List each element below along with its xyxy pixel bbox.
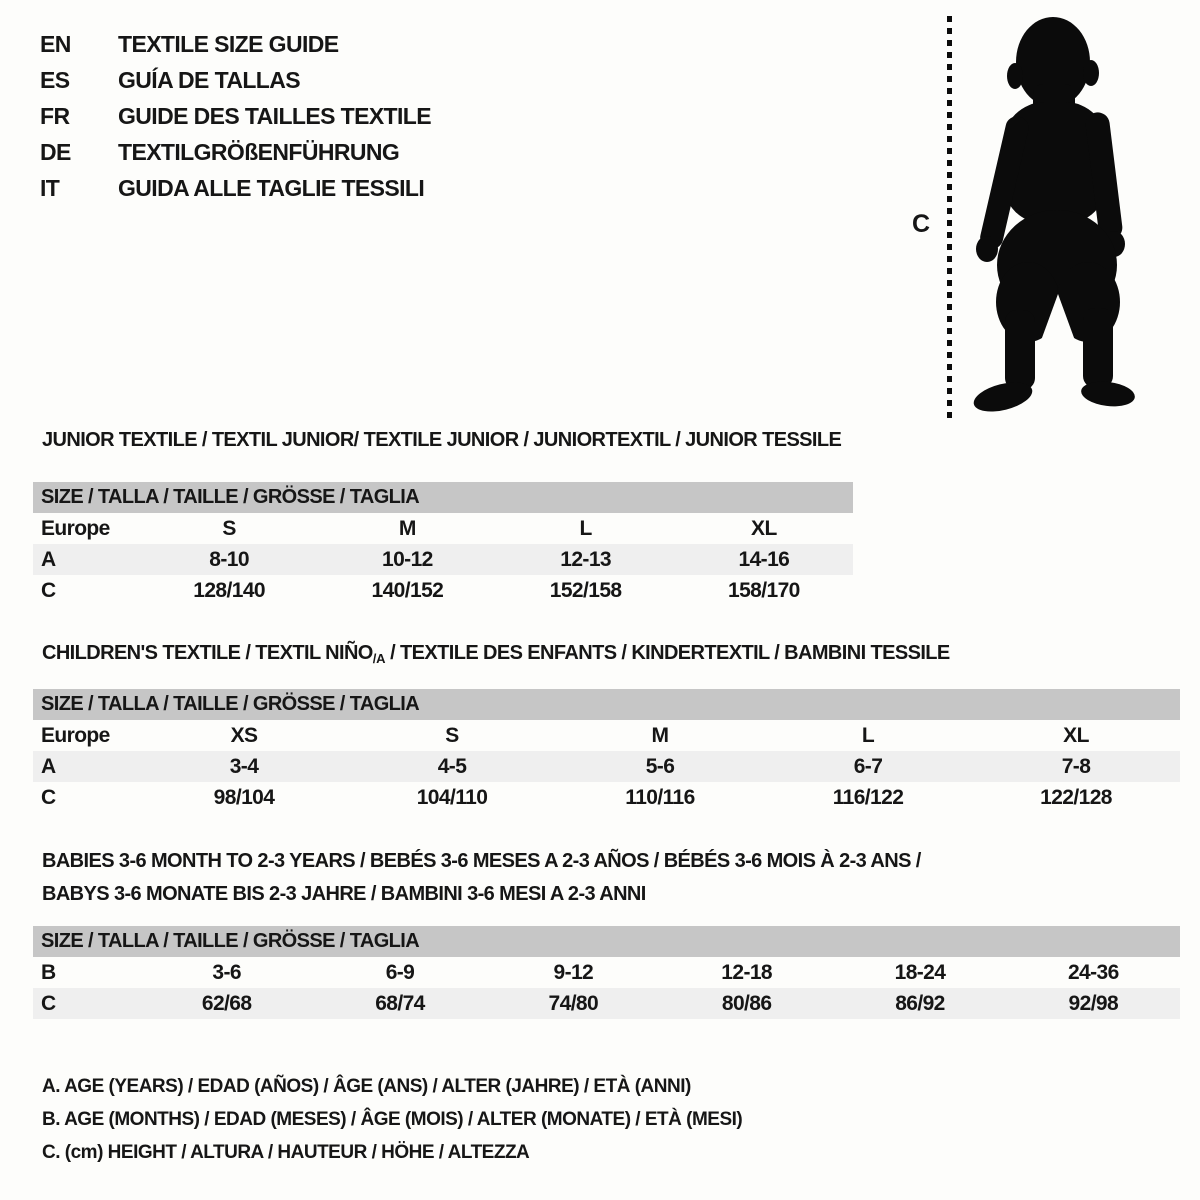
value-cell: 122/128 — [1040, 785, 1112, 809]
value-cell: XL — [1063, 723, 1089, 747]
language-code: EN — [40, 30, 71, 57]
value-cell: 116/122 — [832, 785, 904, 809]
row-label-cell: C — [41, 578, 56, 602]
language-title: GUIDE DES TAILLES TEXTILE — [118, 102, 431, 129]
table-row — [33, 720, 1180, 751]
children-size-table — [33, 689, 1180, 813]
value-cell: XS — [230, 723, 258, 747]
size-table-header: SIZE / TALLA / TAILLE / GRÖSSE / TAGLIA — [33, 689, 1180, 720]
language-code: IT — [40, 174, 60, 201]
babies-title-line2: BABYS 3-6 MONATE BIS 2-3 JAHRE / BAMBINI 3-6 MESI A 2-3 ANNI — [42, 883, 646, 905]
value-cell: 6-7 — [853, 754, 883, 778]
language-row — [40, 98, 431, 134]
value-cell: 92/98 — [1068, 991, 1119, 1015]
baby-silhouette-icon — [965, 12, 1140, 422]
value-cell: 158/170 — [728, 578, 800, 602]
value-cell: 104/110 — [416, 785, 488, 809]
height-label-c: C — [912, 210, 931, 238]
language-code: FR — [40, 102, 70, 129]
junior-size-table — [33, 482, 853, 606]
value-cell: 80/86 — [721, 991, 772, 1015]
value-cell: 6-9 — [385, 960, 415, 984]
row-label-cell: Europe — [41, 723, 110, 747]
size-table-header: SIZE / TALLA / TAILLE / GRÖSSE / TAGLIA — [33, 926, 1180, 957]
value-cell: 62/68 — [201, 991, 252, 1015]
language-code: DE — [40, 138, 71, 165]
table-row — [33, 782, 1180, 813]
value-cell: S — [222, 516, 236, 540]
language-title: GUÍA DE TALLAS — [118, 66, 300, 93]
height-dashed-line — [947, 16, 952, 418]
value-cell: L — [861, 723, 875, 747]
children-title-main: CHILDREN'S TEXTILE / TEXTIL NIÑO — [42, 642, 373, 664]
value-cell: 12-13 — [560, 547, 611, 571]
row-label-cell: C — [41, 785, 56, 809]
footnote-line: B. AGE (MONTHS) / EDAD (MESES) / ÂGE (MOIS) / ALTER (MONATE) / ETÀ (MESI) — [42, 1109, 743, 1130]
value-cell: 5-6 — [645, 754, 675, 778]
table-row — [33, 544, 853, 575]
value-cell: 140/152 — [371, 578, 444, 602]
value-cell: M — [651, 723, 669, 747]
language-row — [40, 134, 431, 170]
value-cell: 68/74 — [375, 991, 425, 1015]
value-cell: 3-6 — [212, 960, 241, 984]
children-section-title — [42, 642, 950, 666]
value-cell: 24-36 — [1067, 960, 1119, 984]
row-label-cell: A — [41, 547, 56, 571]
table-row — [33, 513, 853, 544]
value-cell: M — [398, 516, 416, 540]
value-cell: 110/116 — [625, 785, 695, 809]
value-cell: 86/92 — [895, 991, 945, 1015]
language-list — [40, 26, 431, 206]
table-row — [33, 957, 1180, 988]
table-row — [33, 575, 853, 606]
language-title: GUIDA ALLE TAGLIE TESSILI — [118, 174, 425, 201]
row-label-cell: B — [41, 960, 56, 984]
value-cell: 128/140 — [193, 578, 265, 602]
row-label-cell: Europe — [41, 516, 110, 540]
value-cell: 98/104 — [213, 785, 275, 809]
row-label-cell: A — [41, 754, 56, 778]
value-cell: 7-8 — [1061, 754, 1091, 778]
value-cell: 4-5 — [437, 754, 467, 778]
footnotes — [42, 1070, 742, 1169]
value-cell: 74/80 — [548, 991, 599, 1015]
value-cell: 12-18 — [721, 960, 773, 984]
language-row — [40, 26, 431, 62]
language-title: TEXTILGRÖßENFÜHRUNG — [118, 138, 400, 165]
value-cell: S — [445, 723, 459, 747]
value-cell: XL — [751, 516, 777, 540]
value-cell: 18-24 — [894, 960, 946, 984]
value-cell: 152/158 — [549, 578, 622, 602]
value-cell: 8-10 — [209, 547, 249, 571]
value-cell: 14-16 — [738, 547, 790, 571]
babies-size-table — [33, 926, 1180, 1019]
footnote-line: A. AGE (YEARS) / EDAD (AÑOS) / ÂGE (ANS) / ALTER (JAHRE) / ETÀ (ANNI) — [42, 1076, 691, 1097]
size-table-header: SIZE / TALLA / TAILLE / GRÖSSE / TAGLIA — [33, 482, 853, 513]
children-title-subscript: /A — [372, 651, 386, 666]
language-row — [40, 62, 431, 98]
value-cell: 3-4 — [229, 754, 259, 778]
table-row — [33, 751, 1180, 782]
babies-section-title — [42, 845, 921, 911]
language-row — [40, 170, 431, 206]
footnote-line: C. (cm) HEIGHT / ALTURA / HAUTEUR / HÖHE / ALTEZZA — [42, 1142, 530, 1163]
language-title: TEXTILE SIZE GUIDE — [118, 30, 339, 57]
babies-title-line1: BABIES 3-6 MONTH TO 2-3 YEARS / BEBÉS 3-6 MESES A 2-3 AÑOS / BÉBÉS 3-6 MOIS À 2-3 ANS / — [42, 850, 921, 872]
children-title-rest: / TEXTILE DES ENFANTS / KINDERTEXTIL / BAMBINI TESSILE — [385, 642, 950, 664]
row-label-cell: C — [41, 991, 56, 1015]
junior-section-title: JUNIOR TEXTILE / TEXTIL JUNIOR/ TEXTILE JUNIOR / JUNIORTEXTIL / JUNIOR TESSILE — [42, 429, 842, 451]
value-cell: 9-12 — [553, 960, 594, 984]
language-code: ES — [40, 66, 70, 93]
value-cell: 10-12 — [382, 547, 433, 571]
value-cell: L — [579, 516, 592, 540]
table-row — [33, 988, 1180, 1019]
